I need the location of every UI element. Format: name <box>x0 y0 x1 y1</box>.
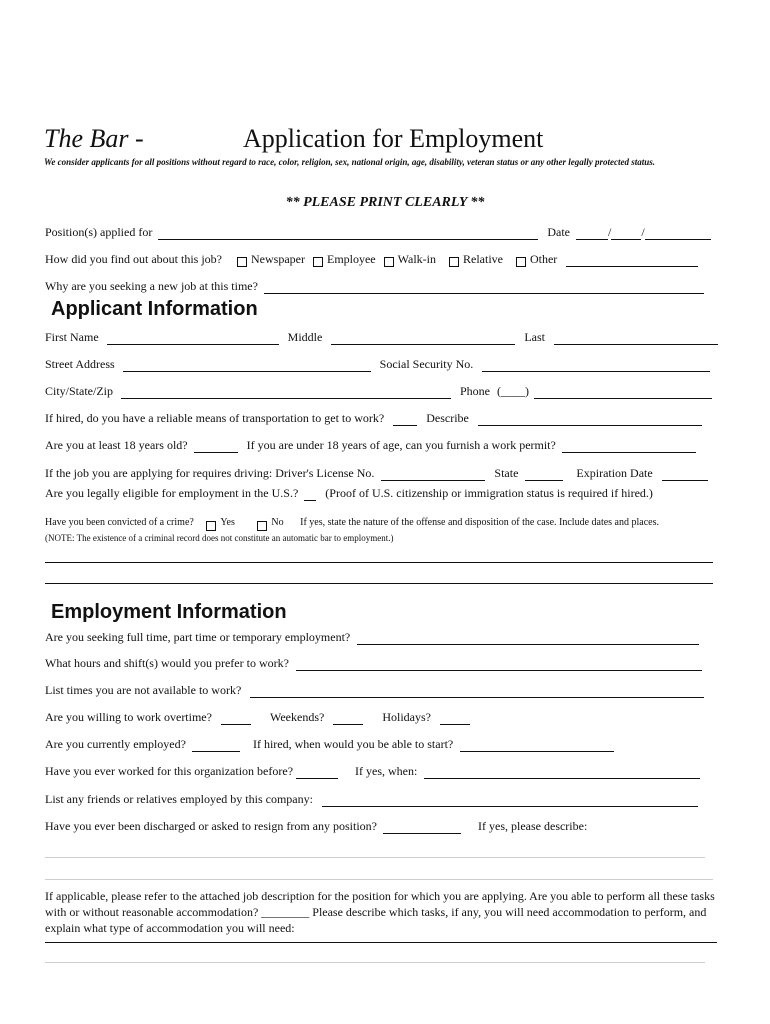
crime-row <box>45 515 659 531</box>
newspaper-label: Newspaper <box>251 252 305 266</box>
relative-label: Relative <box>463 252 503 266</box>
crime-detail-label: If yes, state the nature of the offense and disposition of the case. Include dates and places. <box>300 517 659 528</box>
discharge-describe-line-1[interactable] <box>45 857 705 858</box>
phone-label: Phone <box>460 384 490 398</box>
overtime-field[interactable] <box>221 712 251 725</box>
age-row <box>45 437 696 453</box>
crime-no-label: No <box>271 517 284 528</box>
applicant-info-heading: Applicant Information <box>51 298 258 320</box>
discharged-field[interactable] <box>383 821 461 834</box>
phone-field[interactable] <box>534 386 712 399</box>
transport-field[interactable] <box>393 413 417 426</box>
ssn-field[interactable] <box>482 359 710 372</box>
date-day-field[interactable] <box>611 227 641 240</box>
expiration-label: Expiration Date <box>576 466 653 480</box>
friends-label: List any friends or relatives employed by this company: <box>45 792 313 806</box>
age-label: Are you at least 18 years old? <box>45 438 188 452</box>
eligible-row <box>45 485 653 501</box>
discharged-row <box>45 818 587 834</box>
eeo-notice: We consider applicants for all positions without regard to race, color, religion, sex, national origin, age, disability, veteran status or any other legally protected status. <box>44 157 656 167</box>
city-label: City/State/Zip <box>45 384 113 398</box>
start-label: If hired, when would you be able to start? <box>252 737 454 751</box>
weekends-label: Weekends? <box>269 710 325 724</box>
street-label: Street Address <box>45 357 115 371</box>
company-name: The Bar - <box>44 124 144 153</box>
seeking-field[interactable] <box>357 632 699 645</box>
crime-detail-line-1[interactable] <box>45 562 713 563</box>
positions-field[interactable] <box>158 227 538 240</box>
crime-detail-line-2[interactable] <box>45 583 713 584</box>
seeking-label: Are you seeking full time, part time or temporary employment? <box>45 630 351 644</box>
friends-row <box>45 791 698 807</box>
date-slash-2: / <box>641 225 645 239</box>
worked-before-field[interactable] <box>296 766 338 779</box>
eligible-label: Are you legally eligible for employment in the U.S.? <box>45 486 299 500</box>
not-available-field[interactable] <box>250 685 704 698</box>
transport-label: If hired, do you have a reliable means of transportation to get to work? <box>45 411 385 425</box>
employee-checkbox[interactable] <box>313 257 323 267</box>
other-checkbox[interactable] <box>516 257 526 267</box>
describe-label: Describe <box>426 411 469 425</box>
discharged-label: Have you ever been discharged or asked to resign from any position? <box>45 819 378 833</box>
last-name-label: Last <box>524 330 546 344</box>
currently-row <box>45 736 614 752</box>
overtime-label: Are you willing to work overtime? <box>45 710 212 724</box>
license-row <box>45 465 708 481</box>
walkin-checkbox[interactable] <box>384 257 394 267</box>
first-name-label: First Name <box>45 330 99 344</box>
crime-yes-label: Yes <box>220 517 235 528</box>
license-label: If the job you are applying for requires driving: Driver's License No. <box>45 466 375 480</box>
discharge-describe-line-2[interactable] <box>45 879 713 880</box>
hours-row <box>45 655 702 671</box>
overtime-row <box>45 709 470 725</box>
friends-field[interactable] <box>322 794 698 807</box>
middle-name-field[interactable] <box>331 332 515 345</box>
employment-info-heading: Employment Information <box>51 601 287 623</box>
find-job-label: How did you find out about this job? <box>45 252 222 266</box>
state-field[interactable] <box>525 468 563 481</box>
seeking-row <box>45 629 699 645</box>
date-month-field[interactable] <box>576 227 608 240</box>
not-available-label: List times you are not available to work? <box>45 683 242 697</box>
city-row <box>45 383 712 399</box>
hours-label: What hours and shift(s) would you prefer to work? <box>45 656 289 670</box>
ssn-label: Social Security No. <box>379 357 474 371</box>
walkin-label: Walk-in <box>397 252 436 266</box>
name-row <box>45 329 718 345</box>
weekends-field[interactable] <box>333 712 363 725</box>
eligible-note: (Proof of U.S. citizenship or immigration status is required if hired.) <box>325 486 653 500</box>
relative-checkbox[interactable] <box>449 257 459 267</box>
middle-name-label: Middle <box>287 330 323 344</box>
holidays-field[interactable] <box>440 712 470 725</box>
work-permit-field[interactable] <box>562 440 696 453</box>
age-field[interactable] <box>194 440 238 453</box>
currently-field[interactable] <box>192 739 240 752</box>
newspaper-checkbox[interactable] <box>237 257 247 267</box>
work-permit-label: If you are under 18 years of age, can you furnish a work permit? <box>246 438 556 452</box>
employee-label: Employee <box>326 252 376 266</box>
find-job-row <box>45 251 698 267</box>
date-slash-1: / <box>607 225 612 239</box>
accommodation-paragraph: If applicable, please refer to the attached job description for the position for which you are applying. Are you able to perform all these tasks with or without reasonable accommodation? ________ Please describe which tasks, if any, you will need accommodation to perform, and explain what type of accommodation you will need: <box>45 889 715 935</box>
describe-field[interactable] <box>478 413 702 426</box>
eligible-field[interactable] <box>304 488 316 501</box>
worked-before-row <box>45 763 700 779</box>
other-field[interactable] <box>566 254 698 267</box>
other-label: Other <box>529 252 558 266</box>
first-name-field[interactable] <box>107 332 279 345</box>
crime-label: Have you been convicted of a crime? <box>45 517 194 528</box>
address-row <box>45 356 710 372</box>
worked-before-label: Have you ever worked for this organization before? <box>45 764 294 778</box>
city-field[interactable] <box>121 386 451 399</box>
if-yes-when-label: If yes, when: <box>355 764 418 778</box>
hours-field[interactable] <box>296 658 702 671</box>
expiration-field[interactable] <box>662 468 708 481</box>
accommodation-line-1[interactable] <box>45 942 717 943</box>
why-row <box>45 278 704 294</box>
form-title: Application for Employment <box>243 124 544 153</box>
not-available-row <box>45 682 704 698</box>
crime-note: (NOTE: The existence of a criminal record does not constitute an automatic bar to employment.) <box>45 533 394 543</box>
transport-row <box>45 410 702 426</box>
why-field[interactable] <box>264 281 704 294</box>
why-label: Why are you seeking a new job at this time? <box>45 279 258 293</box>
please-describe-label: If yes, please describe: <box>478 819 588 833</box>
license-field[interactable] <box>381 468 485 481</box>
date-year-field[interactable] <box>645 227 711 240</box>
state-label: State <box>494 466 519 480</box>
start-field[interactable] <box>460 739 614 752</box>
accommodation-line-2[interactable] <box>45 962 705 963</box>
holidays-label: Holidays? <box>382 710 431 724</box>
phone-area-code[interactable]: (____) <box>497 384 529 398</box>
currently-label: Are you currently employed? <box>45 737 186 751</box>
print-clearly-notice: ** PLEASE PRINT CLEARLY ** <box>285 195 485 210</box>
street-field[interactable] <box>123 359 371 372</box>
positions-row <box>45 224 711 240</box>
positions-label: Position(s) applied for <box>45 225 153 239</box>
if-yes-when-field[interactable] <box>424 766 700 779</box>
date-label: Date <box>547 225 570 239</box>
last-name-field[interactable] <box>554 332 718 345</box>
